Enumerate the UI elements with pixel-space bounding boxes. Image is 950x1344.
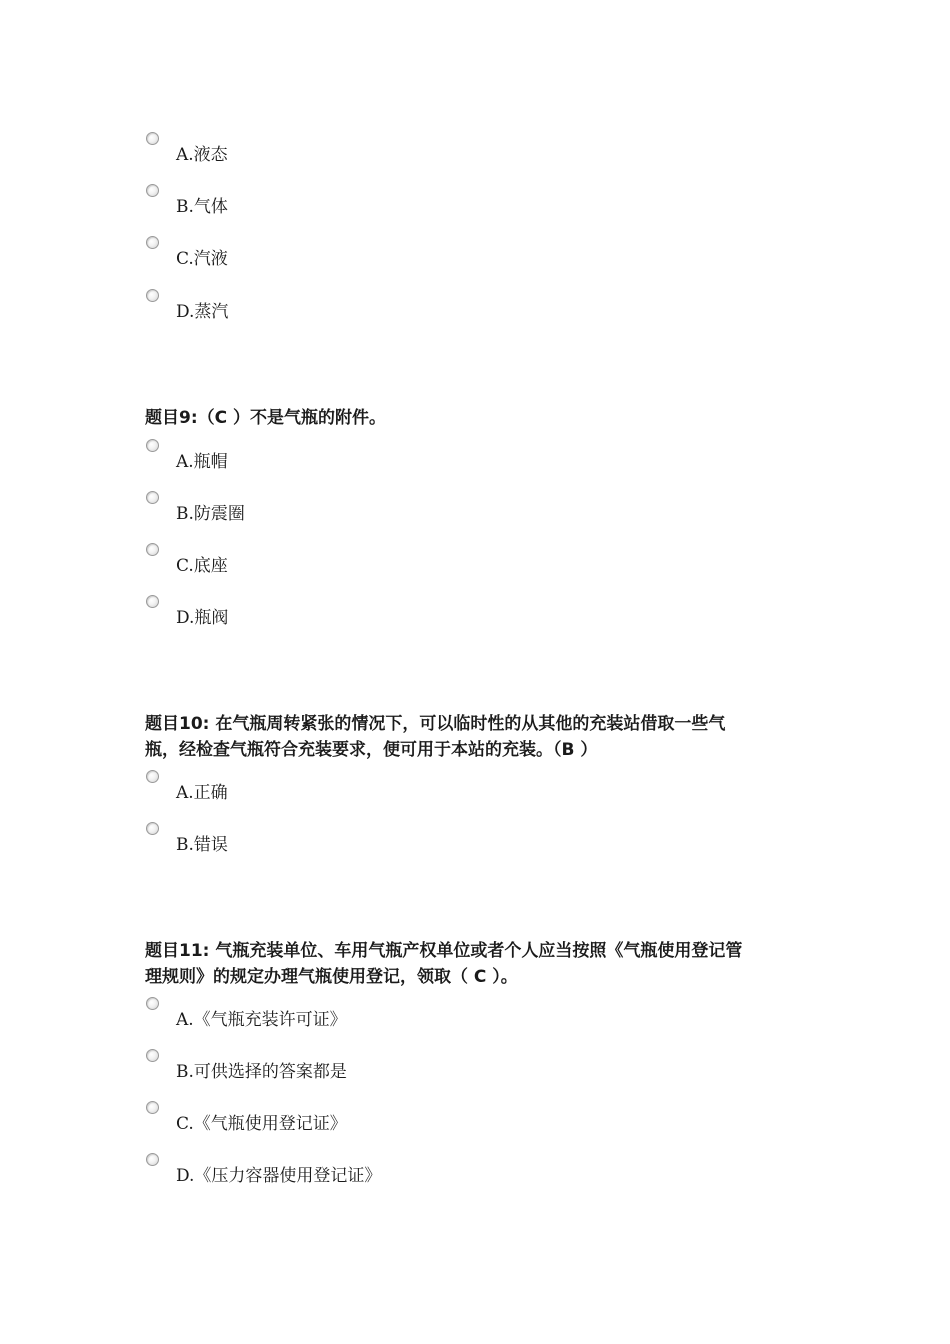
option-b[interactable] [0,1049,950,1101]
radio-button[interactable] [146,543,159,556]
option-b[interactable] [0,184,950,236]
radio-button[interactable] [146,236,159,249]
question-9-text: 题目9:（C ）不是气瓶的附件。 [145,408,387,428]
option-label: B.错误 [176,835,228,855]
option-c[interactable] [0,236,950,288]
question-10-text [145,711,815,763]
option-d[interactable] [0,595,950,647]
radio-button[interactable] [146,822,159,835]
option-label: B.气体 [176,197,228,217]
option-label: C.《气瓶使用登记证》 [176,1114,347,1134]
option-a[interactable] [0,132,950,184]
question-line: 瓶，经检查气瓶符合充装要求，便可用于本站的充装。（B ） [145,740,598,760]
option-label: D.瓶阀 [176,608,229,628]
option-label: D.《压力容器使用登记证》 [176,1166,382,1186]
option-label: D.蒸汽 [176,302,229,322]
option-label: C.底座 [176,556,228,576]
option-label: A.正确 [176,783,228,803]
option-b[interactable] [0,491,950,543]
option-label: A.《气瓶充装许可证》 [176,1010,347,1030]
radio-button[interactable] [146,1049,159,1062]
radio-button[interactable] [146,770,159,783]
option-label: A.瓶帽 [176,452,228,472]
option-a[interactable] [0,439,950,491]
radio-button[interactable] [146,595,159,608]
option-a[interactable] [0,770,950,822]
option-label: A.液态 [176,145,228,165]
radio-button[interactable] [146,132,159,145]
option-d[interactable] [0,289,950,341]
radio-button[interactable] [146,997,159,1010]
question-line: 题目11: 气瓶充装单位、车用气瓶产权单位或者个人应当按照《气瓶使用登记管 [145,941,743,961]
option-c[interactable] [0,543,950,595]
option-b[interactable] [0,822,950,874]
question-line: 题目10: 在气瓶周转紧张的情况下，可以临时性的从其他的充装站借取一些气 [145,714,726,734]
question-line: 理规则》的规定办理气瓶使用登记，领取（ C ）。 [145,967,518,987]
option-label: C.汽液 [176,249,228,269]
radio-button[interactable] [146,491,159,504]
radio-button[interactable] [146,1153,159,1166]
question-11-text [145,938,815,990]
radio-button[interactable] [146,439,159,452]
radio-button[interactable] [146,289,159,302]
option-label: B.防震圈 [176,504,245,524]
option-c[interactable] [0,1101,950,1153]
option-label: B.可供选择的答案都是 [176,1062,347,1082]
radio-button[interactable] [146,1101,159,1114]
option-d[interactable] [0,1153,950,1205]
radio-button[interactable] [146,184,159,197]
option-a[interactable] [0,997,950,1049]
